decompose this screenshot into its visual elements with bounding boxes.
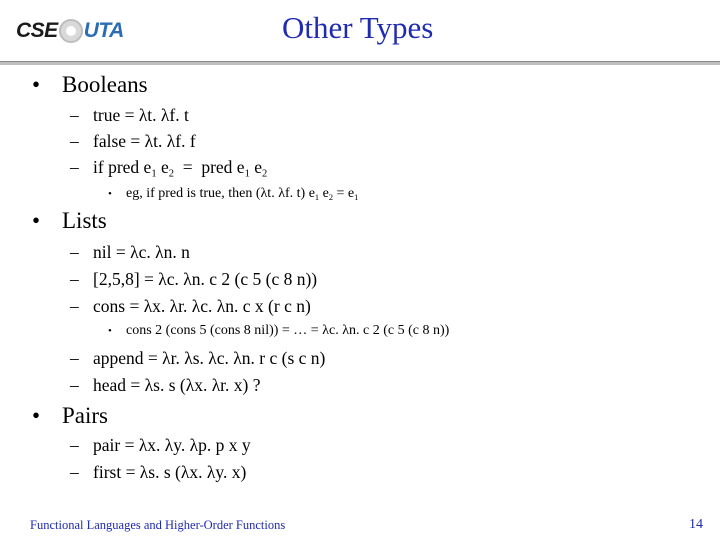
booleans-false-text: false = λt. λf. f <box>93 131 196 151</box>
booleans-true-text: true = λt. λf. t <box>93 105 189 125</box>
dash-icon: – <box>70 242 79 262</box>
pairs-first-text: first = λs. s (λx. λy. x) <box>93 462 247 482</box>
booleans-if-item <box>70 157 267 178</box>
lists-nil-item <box>70 242 190 263</box>
title-divider <box>0 61 720 65</box>
lists-cons-text: cons = λx. λr. λc. λn. c x (r c n) <box>93 296 311 316</box>
lists-example-item <box>70 269 317 290</box>
lists-head-text: head = λs. s (λx. λr. x) ? <box>93 375 261 395</box>
bullet-icon: • <box>32 208 41 233</box>
dash-icon: – <box>70 462 79 482</box>
dash-icon: – <box>70 269 79 289</box>
dash-icon: – <box>70 157 79 177</box>
dash-icon: – <box>70 375 79 395</box>
bullet-icon: • <box>108 325 112 337</box>
pairs-pair-text: pair = λx. λy. λp. p x y <box>93 435 251 455</box>
lists-cons-example-item <box>108 323 449 339</box>
logo-uta-text: UTA <box>83 19 124 42</box>
footer-text: Functional Languages and Higher-Order Functions <box>30 518 286 532</box>
page-number: 14 <box>689 517 703 532</box>
booleans-heading: Booleans <box>62 72 148 97</box>
lists-cons-item <box>70 296 311 317</box>
lists-head-item <box>70 375 261 396</box>
lists-append-item <box>70 348 325 369</box>
lists-example-text: [2,5,8] = λc. λn. c 2 (c 5 (c 8 n)) <box>93 269 318 289</box>
pairs-first-item <box>70 462 246 483</box>
pairs-pair-item <box>70 435 251 456</box>
bullet-booleans <box>32 72 148 98</box>
booleans-example-text: eg, if pred is true, then (λt. λf. t) $e_1$ $e_2 = e_1$ <box>126 186 359 202</box>
booleans-if-text: if pred $e_1$ $e_2$ = pred $e_1$ $e_2$ <box>93 157 268 180</box>
dash-icon: – <box>70 296 79 316</box>
bullet-icon: • <box>32 403 41 428</box>
lists-heading: Lists <box>62 208 107 233</box>
dash-icon: – <box>70 435 79 455</box>
bullet-icon: • <box>108 188 112 200</box>
lists-append-text: append = λr. λs. λc. λn. r c (s c n) <box>93 348 326 368</box>
cse-uta-logo <box>16 16 124 46</box>
lists-cons-example-text: cons 2 (cons 5 (cons 8 nil)) = … = λc. λn. c 2 (c 5 (c 8 n)) <box>126 323 450 338</box>
booleans-true-item <box>70 105 189 126</box>
logo-cse-text: CSE <box>16 19 58 42</box>
booleans-example-item <box>108 186 358 202</box>
bullet-lists <box>32 208 107 234</box>
bullet-pairs <box>32 403 108 429</box>
lists-nil-text: nil = λc. λn. n <box>93 242 190 262</box>
slide-title: Other Types <box>282 10 434 45</box>
dash-icon: – <box>70 348 79 368</box>
bullet-icon: • <box>32 72 41 97</box>
booleans-false-item <box>70 131 196 152</box>
dash-icon: – <box>70 105 79 125</box>
logo-at-icon <box>59 19 83 43</box>
dash-icon: – <box>70 131 79 151</box>
pairs-heading: Pairs <box>62 403 108 428</box>
